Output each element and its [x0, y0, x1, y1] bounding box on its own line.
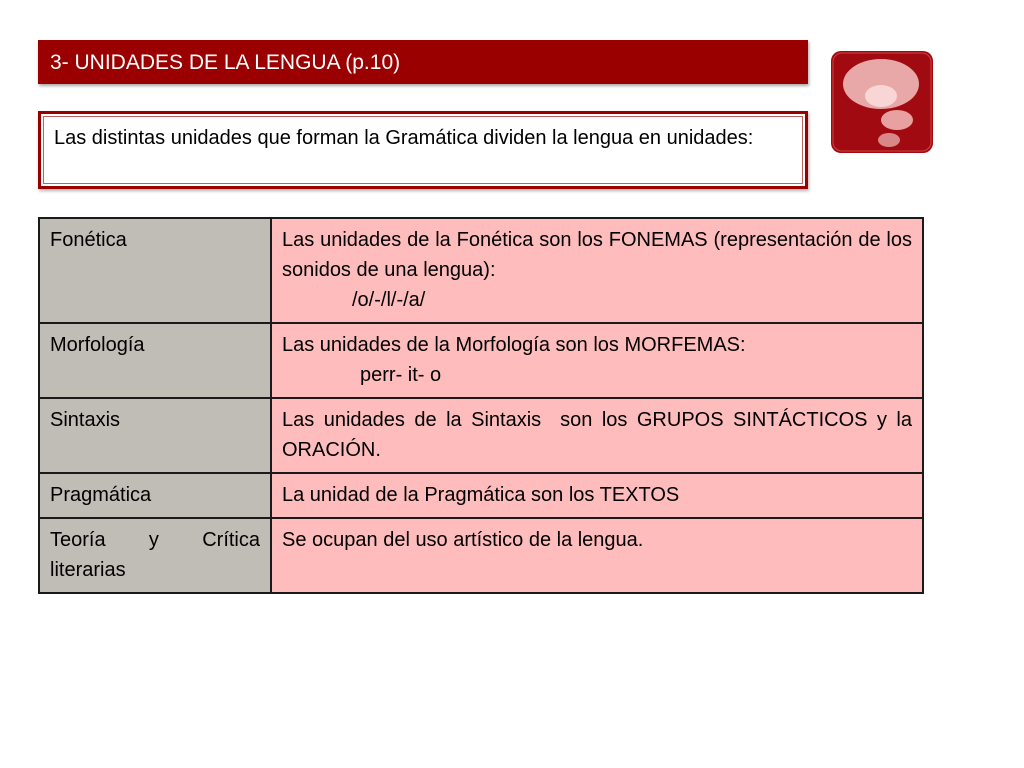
- desc-cell: [271, 323, 923, 398]
- term-cell: Morfología: [39, 323, 271, 398]
- desc-text: Las unidades de la Sintaxis son los GRUPOS SINTÁCTICOS y la ORACIÓN.: [282, 409, 918, 461]
- intro-text: Las distintas unidades que forman la Gramática dividen la lengua en unidades:: [43, 116, 803, 184]
- example-text: perr- it- o: [360, 364, 442, 386]
- table-row: [39, 323, 923, 398]
- term-cell: Fonética: [39, 218, 271, 323]
- term-cell: Pragmática: [39, 473, 271, 518]
- table-row: [39, 218, 923, 323]
- term-cell: Sintaxis: [39, 398, 271, 473]
- intro-box: [38, 111, 808, 189]
- table-row: [39, 398, 923, 473]
- desc-cell: [271, 398, 923, 473]
- desc-text: La unidad de la Pragmática son los TEXTOS: [282, 484, 680, 506]
- term-text: Teoría y Crítica literarias: [50, 529, 260, 581]
- slide-title: 3- UNIDADES DE LA LENGUA (p.10): [38, 40, 808, 84]
- example-text: /o/-/l/-/a/: [352, 289, 426, 311]
- desc-cell: [271, 518, 923, 593]
- table-row: [39, 518, 923, 593]
- units-table: [38, 217, 924, 594]
- desc-text: Las unidades de la Morfología son los MORFEMAS:: [282, 334, 746, 356]
- desc-cell: [271, 218, 923, 323]
- desc-text: Las unidades de la Fonética son los FONEMAS (representación de los sonidos de una lengua):: [282, 229, 912, 281]
- desc-text: Se ocupan del uso artístico de la lengua.: [282, 529, 644, 551]
- question-mark-icon: [831, 51, 933, 153]
- desc-cell: [271, 473, 923, 518]
- term-cell: [39, 518, 271, 593]
- table-row: [39, 473, 923, 518]
